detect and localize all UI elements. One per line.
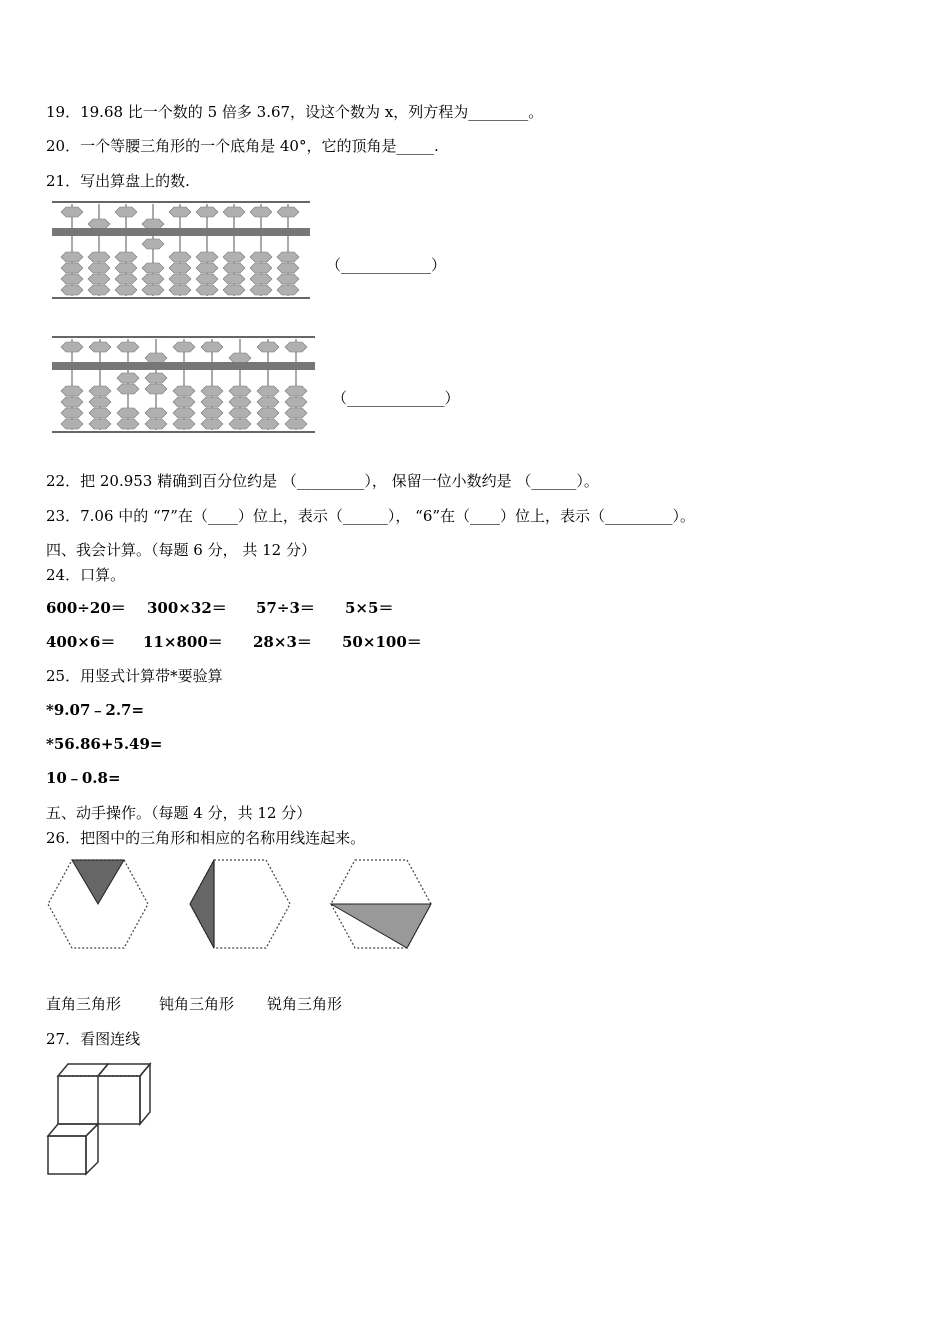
question-19: 19．19.68 比一个数的 5 倍多 3.67，设这个数为 x，列方程为________。 <box>46 103 544 121</box>
question-24: 24．口算。 <box>46 566 126 584</box>
abacus-bead <box>169 285 191 295</box>
oral-calc-item: 5×5＝ <box>345 599 394 617</box>
abacus-bead <box>223 207 245 217</box>
triangle-name-right: 直角三角形 <box>46 995 122 1013</box>
abacus-bead <box>169 263 191 273</box>
abacus-bead <box>196 252 218 262</box>
abacus-bead <box>89 408 111 418</box>
hexagon-triangle-figure-2 <box>188 858 292 950</box>
abacus-bead <box>285 342 307 352</box>
oral-calc-item: 400×6＝ <box>46 633 116 651</box>
abacus-bead <box>88 274 110 284</box>
abacus-bead <box>173 408 195 418</box>
abacus-bead <box>250 285 272 295</box>
abacus-bead <box>169 274 191 284</box>
abacus-bead <box>223 274 245 284</box>
abacus-bead <box>89 342 111 352</box>
abacus-bead <box>115 285 137 295</box>
abacus-bead <box>201 408 223 418</box>
abacus-bead <box>196 263 218 273</box>
abacus-bead <box>142 239 164 249</box>
abacus-bead <box>145 353 167 363</box>
abacus-bead <box>115 274 137 284</box>
abacus-bead <box>115 207 137 217</box>
abacus-bead <box>229 397 251 407</box>
abacus-bead <box>223 252 245 262</box>
abacus-bead <box>257 397 279 407</box>
abacus-bead <box>145 384 167 394</box>
abacus-bead <box>88 263 110 273</box>
abacus-bead <box>61 408 83 418</box>
triangle-name-acute: 锐角三角形 <box>267 995 343 1013</box>
abacus-bead <box>115 263 137 273</box>
oral-calc-item: 28×3＝ <box>253 633 312 651</box>
abacus-bead <box>285 397 307 407</box>
question-21: 21．写出算盘上的数. <box>46 172 190 190</box>
abacus-bead <box>250 252 272 262</box>
abacus-bead <box>88 219 110 229</box>
abacus-bead <box>285 386 307 396</box>
abacus-bead <box>223 263 245 273</box>
question-23: 23．7.06 中的 “7”在（____）位上，表示（______）， “6”在（____）位上，表示（_________）。 <box>46 507 696 525</box>
abacus-bead <box>145 373 167 383</box>
abacus-bead <box>142 274 164 284</box>
abacus-bead <box>61 397 83 407</box>
abacus-bead <box>173 342 195 352</box>
abacus-bead <box>257 342 279 352</box>
question-27: 27．看图连线 <box>46 1030 141 1048</box>
oral-calc-item: 50×100＝ <box>342 633 422 651</box>
abacus-bead <box>61 342 83 352</box>
oral-calc-item: 600÷20＝ <box>46 599 126 617</box>
abacus-bead <box>89 419 111 429</box>
hexagon-triangle-figure-3 <box>329 858 433 950</box>
section-4-heading: 四、我会计算。（每题 6 分， 共 12 分） <box>46 541 316 559</box>
abacus-bead <box>169 252 191 262</box>
abacus-bead <box>173 397 195 407</box>
section-5-heading: 五、动手操作。（每题 4 分，共 12 分） <box>46 804 312 822</box>
abacus-bead <box>196 207 218 217</box>
abacus-bead <box>250 207 272 217</box>
abacus-answer-1: （____________） <box>326 256 447 274</box>
abacus-bead <box>117 384 139 394</box>
abacus-bead <box>61 386 83 396</box>
abacus-bead <box>201 397 223 407</box>
abacus-bead <box>277 252 299 262</box>
vertical-calc-item: *9.07﹣2.7= <box>46 701 145 719</box>
abacus-bead <box>88 285 110 295</box>
abacus-figure-2 <box>52 335 317 435</box>
abacus-bead <box>257 408 279 418</box>
abacus-bead <box>201 419 223 429</box>
abacus-bead <box>89 386 111 396</box>
abacus-answer-2: （_____________） <box>332 389 460 407</box>
abacus-bead <box>196 285 218 295</box>
abacus-bead <box>250 274 272 284</box>
abacus-bead <box>61 274 83 284</box>
abacus-bead <box>117 342 139 352</box>
triangle-name-obtuse: 钝角三角形 <box>159 995 235 1013</box>
abacus-bead <box>117 408 139 418</box>
abacus-bead <box>142 263 164 273</box>
abacus-bead <box>61 207 83 217</box>
abacus-bead <box>145 408 167 418</box>
oral-calc-item: 300×32＝ <box>147 599 227 617</box>
abacus-bead <box>145 419 167 429</box>
abacus-bead <box>201 342 223 352</box>
abacus-bead <box>250 263 272 273</box>
cube-solid-figure <box>46 1060 158 1178</box>
abacus-bead <box>196 274 218 284</box>
question-22: 22．把 20.953 精确到百分位约是 （_________）， 保留一位小数约是 （______）。 <box>46 472 599 490</box>
vertical-calc-item: *56.86+5.49= <box>46 735 163 753</box>
abacus-bead <box>142 219 164 229</box>
abacus-bead <box>257 386 279 396</box>
abacus-bead <box>169 207 191 217</box>
oral-calc-item: 11×800＝ <box>143 633 223 651</box>
abacus-bead <box>89 397 111 407</box>
question-25: 25．用竖式计算带*要验算 <box>46 667 223 685</box>
abacus-figure-1 <box>52 200 312 300</box>
abacus-bead <box>117 373 139 383</box>
abacus-bead <box>88 252 110 262</box>
abacus-bead <box>173 419 195 429</box>
abacus-bead <box>277 274 299 284</box>
abacus-bead <box>277 207 299 217</box>
abacus-bead <box>277 285 299 295</box>
abacus-bead <box>61 285 83 295</box>
abacus-bead <box>117 419 139 429</box>
abacus-bead <box>277 263 299 273</box>
abacus-bead <box>115 252 137 262</box>
abacus-bead <box>173 386 195 396</box>
abacus-bead <box>61 263 83 273</box>
abacus-bead <box>142 285 164 295</box>
abacus-bead <box>285 408 307 418</box>
abacus-bead <box>257 419 279 429</box>
abacus-bead <box>229 419 251 429</box>
question-26: 26．把图中的三角形和相应的名称用线连起来。 <box>46 829 366 847</box>
abacus-bead <box>61 419 83 429</box>
question-20: 20．一个等腰三角形的一个底角是 40°，它的顶角是_____. <box>46 137 439 155</box>
vertical-calc-item: 10﹣0.8= <box>46 769 121 787</box>
abacus-bead <box>229 408 251 418</box>
abacus-bead <box>201 386 223 396</box>
abacus-bead <box>61 252 83 262</box>
oral-calc-item: 57÷3＝ <box>256 599 315 617</box>
hexagon-triangle-figure-1 <box>46 858 150 950</box>
abacus-bead <box>229 386 251 396</box>
abacus-bead <box>285 419 307 429</box>
abacus-bead <box>223 285 245 295</box>
abacus-bead <box>229 353 251 363</box>
